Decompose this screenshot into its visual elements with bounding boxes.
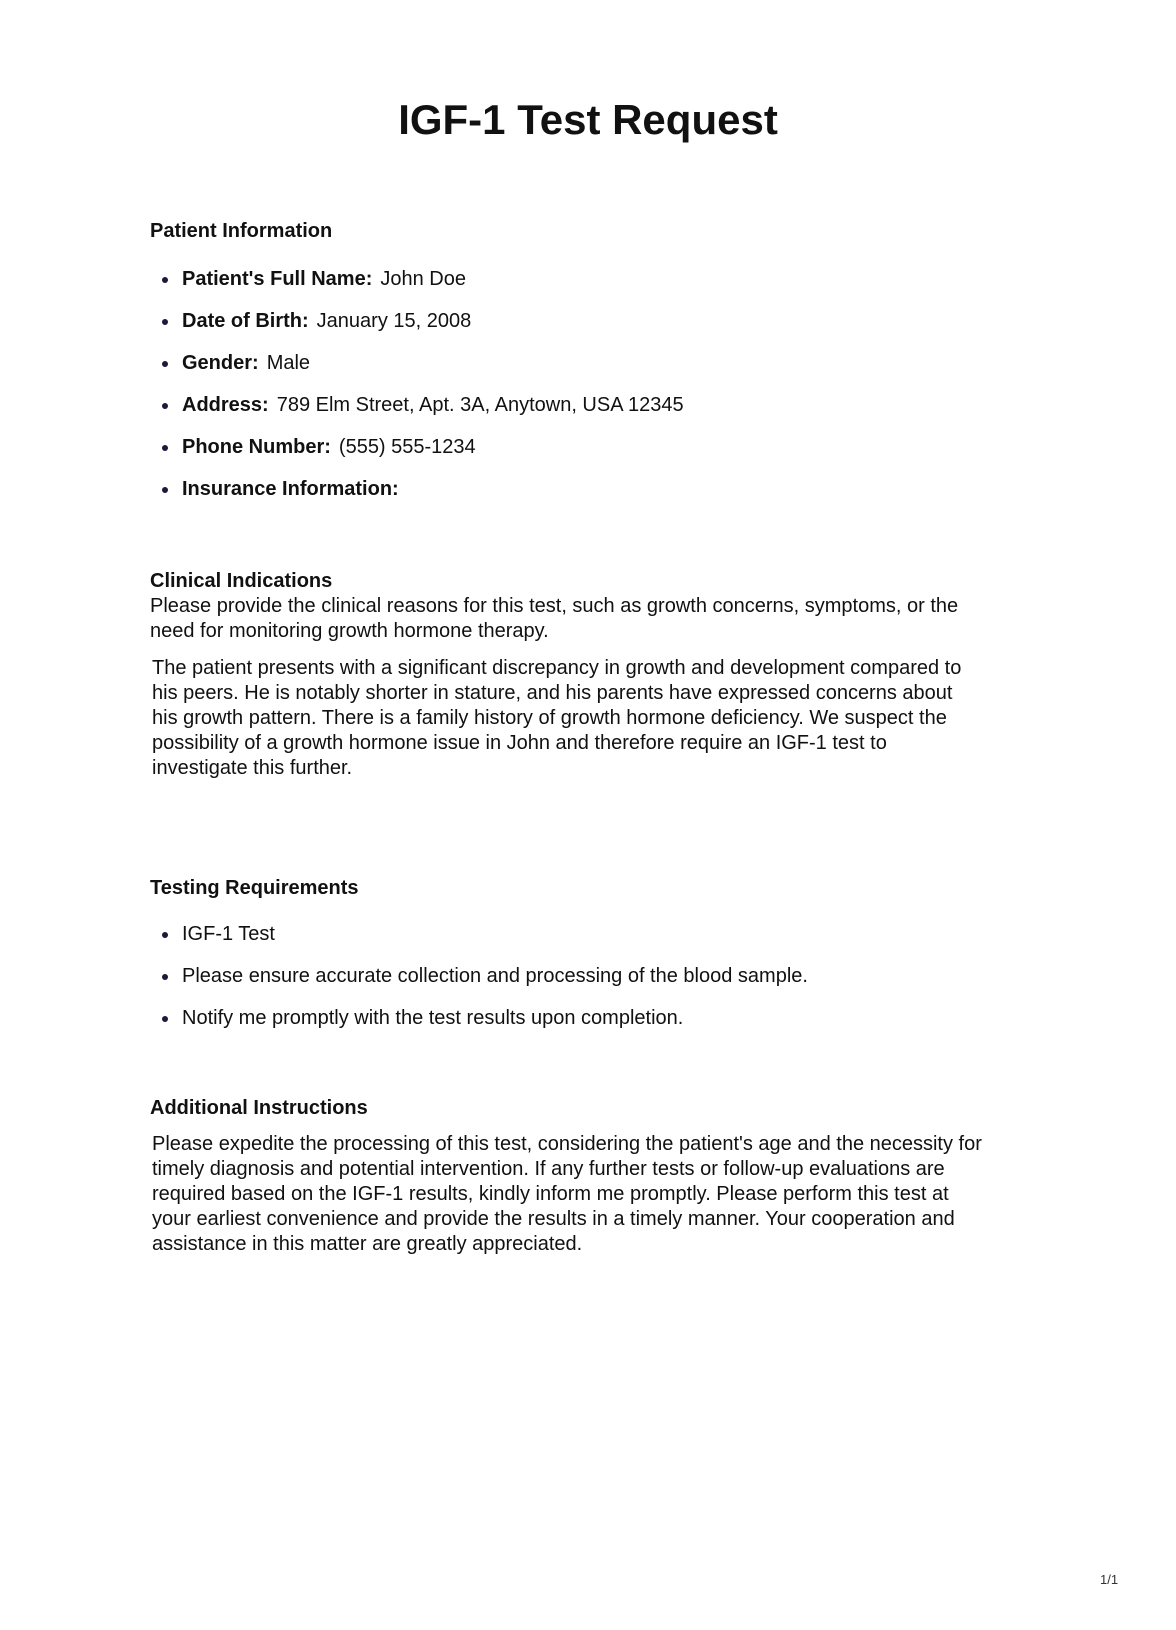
field-address (150, 393, 684, 435)
requirement-item: IGF-1 Test (150, 922, 808, 964)
field-gender (150, 351, 684, 393)
patient-information-list (150, 267, 684, 519)
field-label: Date of Birth: (182, 310, 309, 332)
requirement-item: Please ensure accurate collection and processing of the blood sample. (150, 964, 808, 1006)
additional-instructions-heading: Additional Instructions (150, 1097, 368, 1119)
field-insurance-information (150, 477, 684, 519)
document-title: IGF-1 Test Request (398, 96, 778, 143)
field-value: John Doe (380, 268, 466, 290)
field-label: Phone Number: (182, 436, 331, 458)
additional-instructions-body: Please expedite the processing of this test, considering the patient's age and the necessity for timely diagnosis and potential intervention. If any further tests or follow-up evaluations are required based on the IGF-1 results, kindly inform me promptly. Please perform this test at your earliest convenience and provide the results in a timely manner. Your cooperation and assistance in this matter are greatly appreciated. (152, 1133, 982, 1255)
patient-information-heading: Patient Information (150, 220, 333, 242)
testing-requirements-list (150, 922, 808, 1048)
requirement-item: Notify me promptly with the test results upon completion. (150, 1006, 808, 1048)
field-full-name (150, 267, 684, 309)
testing-requirements-heading: Testing Requirements (150, 877, 359, 899)
field-label: Insurance Information: (182, 478, 399, 500)
field-value: 789 Elm Street, Apt. 3A, Anytown, USA 12345 (276, 394, 684, 416)
field-phone-number (150, 435, 684, 477)
field-value: Male (266, 352, 311, 374)
clinical-indications-heading: Clinical Indications (150, 570, 333, 592)
clinical-indications-prompt: Please provide the clinical reasons for this test, such as growth concerns, symptoms, or the need for monitoring growth hormone therapy. (150, 595, 959, 642)
field-date-of-birth (150, 309, 684, 351)
field-value: (555) 555-1234 (338, 436, 476, 458)
field-label: Patient's Full Name: (182, 268, 373, 290)
field-label: Gender: (182, 352, 259, 374)
clinical-indications-body: The patient presents with a significant discrepancy in growth and development compared to his peers. He is notably shorter in stature, and his parents have expressed concerns about his growth pattern. There is a family history of growth hormone deficiency. We suspect the possibility of a growth hormone issue in John and therefore require an IGF-1 test to investigate this further. (152, 657, 962, 779)
field-label: Address: (182, 394, 269, 416)
page-number: 1/1 (1100, 1572, 1119, 1587)
field-value: January 15, 2008 (316, 310, 472, 332)
